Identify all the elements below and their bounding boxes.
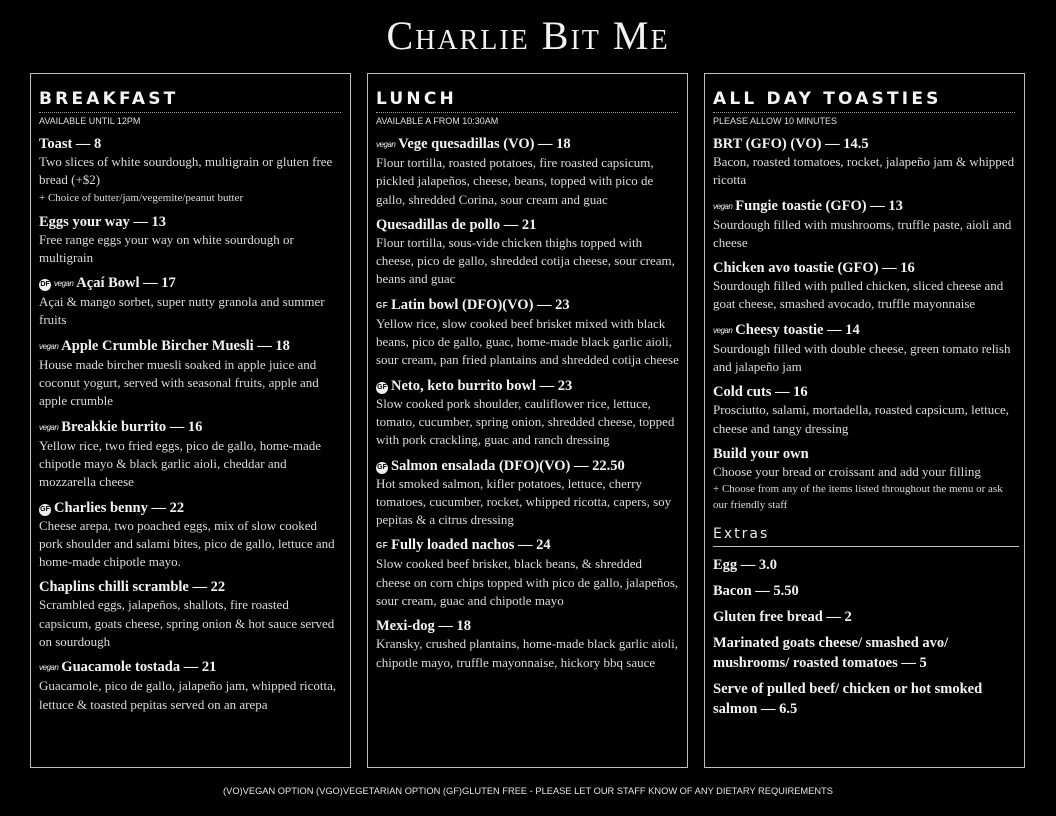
menu-item-name bbox=[376, 457, 679, 475]
menu-item-description: Cheese arepa, two poached eggs, mix of slow cooked pork shoulder and salami bites, pico de gallo, lettuce and home-made chipotle mayo. bbox=[39, 517, 335, 570]
menu-item-title: Açaí Bowl — 17 bbox=[76, 275, 176, 292]
menu-item-title: Apple Crumble Bircher Muesli — 18 bbox=[61, 337, 290, 354]
menu-item-description: Yellow rice, slow cooked beef brisket mixed with black beans, pico de gallo, guac, home-made black garlic aioli, sour cream, pan fried plantains and shredded cotija cheese bbox=[376, 315, 679, 368]
dairy-free-icon: DF bbox=[39, 279, 51, 291]
menu-item bbox=[376, 617, 679, 672]
menu-item-title: Cheesy toastie — 14 bbox=[735, 321, 860, 338]
menu-item-title: Quesadillas de pollo — 21 bbox=[376, 216, 537, 233]
restaurant-title: Charlie Bit Me bbox=[386, 13, 670, 58]
section-subtitle: AVAILABLE A FROM 10:30AM bbox=[376, 116, 499, 126]
menu-item bbox=[376, 377, 679, 450]
menu-item-description: Sourdough filled with double cheese, green tomato relish and jalapeño jam bbox=[713, 340, 1011, 375]
menu-item-title: Fully loaded nachos — 24 bbox=[391, 537, 551, 554]
menu-item bbox=[39, 578, 342, 651]
breakfast-panel bbox=[30, 73, 351, 768]
vegan-icon: vegan bbox=[39, 341, 59, 351]
menu-item-description: Kransky, crushed plantains, home-made black garlic aioli, chipotle mayo, truffle mayonnaise, hickory bbq sauce bbox=[376, 636, 679, 670]
menu-items bbox=[713, 135, 1016, 513]
menu-item-description: Free range eggs your way on white sourdough or multigrain bbox=[39, 231, 294, 265]
menu-item-description: Hot smoked salmon, kifler potatoes, lettuce, cherry tomatoes, cucumber, rocket, whipped ricotta, capers, soy pepitas & a citrus dressing bbox=[376, 475, 672, 528]
dietary-legend-footer: (VO)VEGAN OPTION (VGO)VEGETARIAN OPTION (GF)GLUTEN FREE - PLEASE LET OUR STAFF KNOW OF ANY DIETARY REQUIREMENTS bbox=[223, 786, 833, 796]
menu-item-description: Slow cooked beef brisket, black beans, & shredded cheese on corn chips topped with pico de gallo, jalapeños, sour cream, guac and chipotle mayo bbox=[376, 556, 679, 609]
menu-item bbox=[39, 418, 342, 492]
menu-item-title: Salmon ensalada (DFO)(VO) — 22.50 bbox=[391, 457, 625, 474]
menu-item-title: Latin bowl (DFO)(VO) — 23 bbox=[391, 296, 570, 313]
toasties-panel bbox=[704, 73, 1025, 768]
menu-item-title: Cold cuts — 16 bbox=[713, 384, 808, 401]
menu-item-title: Mexi-dog — 18 bbox=[376, 618, 472, 635]
menu-item-title: Toast — 8 bbox=[39, 136, 102, 152]
menu-item bbox=[39, 499, 342, 572]
menu-item-name bbox=[39, 337, 342, 356]
gluten-free-icon: GF bbox=[376, 462, 388, 474]
menu-item-description: Scrambled eggs, jalapeños, shallots, fire roasted capsicum, goats cheese, spring onion & hot sauce served on sourdough bbox=[39, 597, 335, 650]
menu-item-name bbox=[713, 197, 1016, 216]
menu-item-name bbox=[39, 135, 342, 153]
dotted-divider bbox=[713, 112, 1015, 113]
menu-item-name bbox=[713, 445, 1016, 463]
menu-item-title: Breakkie burrito — 16 bbox=[61, 418, 203, 435]
menu-item-title: Eggs your way — 13 bbox=[39, 213, 167, 230]
gluten-free-icon: GF bbox=[376, 541, 389, 551]
menu-item-name bbox=[376, 296, 679, 315]
dotted-divider bbox=[39, 112, 341, 113]
menu-item-name bbox=[39, 578, 342, 596]
menu-item-description: Açai & mango sorbet, super nutty granola and summer fruits bbox=[39, 294, 325, 328]
menu-item-description: Choose your bread or croissant and add your filling bbox=[713, 463, 981, 479]
menu-item-description: Sourdough filled with mushrooms, truffle paste, aioli and cheese bbox=[713, 216, 1012, 250]
vegan-icon: vegan bbox=[713, 325, 733, 335]
menu-item-name bbox=[376, 536, 679, 555]
menu-item-description: Flour tortilla, roasted potatoes, fire roasted capsicum, pickled jalapeños, cheese, beans, topped with pico de gallo, shredded Corina, sour cream and guac bbox=[376, 155, 654, 207]
menu-item-title: BRT (GFO) (VO) — 14.5 bbox=[713, 136, 869, 152]
menu-item-note: + Choice of butter/jam/vegemite/peanut butter bbox=[39, 191, 244, 204]
menu-item bbox=[713, 135, 1016, 190]
menu-item-name bbox=[39, 658, 342, 677]
vegan-icon: vegan bbox=[713, 201, 733, 211]
menu-item bbox=[39, 274, 342, 330]
menu-item-description: Sourdough filled with pulled chicken, sliced cheese and goat cheese, smashed avocado, truffle mayonnaise bbox=[713, 278, 1004, 312]
dotted-divider bbox=[376, 112, 678, 113]
menu-item-name bbox=[713, 383, 1016, 401]
menu-item-name bbox=[713, 135, 1016, 153]
menu-item-name bbox=[376, 216, 679, 234]
menu-item-note: + Choose from any of the items listed throughout the menu or ask our friendly staff bbox=[713, 483, 1003, 512]
menu-item-name bbox=[376, 135, 679, 154]
menu-item bbox=[376, 457, 679, 530]
menu-item-title: Build your own bbox=[713, 445, 809, 462]
lunch-panel bbox=[367, 73, 688, 768]
extras-divider bbox=[713, 546, 1019, 547]
section-subtitle: PLEASE ALLOW 10 MINUTES bbox=[713, 116, 838, 126]
section-subtitle: AVAILABLE UNTIL 12PM bbox=[39, 116, 141, 126]
menu-item bbox=[39, 337, 342, 411]
gluten-free-icon: GF bbox=[376, 382, 388, 394]
menu-item-title: Fungie toastie (GFO) — 13 bbox=[735, 197, 903, 214]
extras-list bbox=[713, 555, 1016, 719]
menu-item-name bbox=[39, 499, 342, 517]
menu-item-title: Chicken avo toastie (GFO) — 16 bbox=[713, 260, 915, 277]
menu-item-name bbox=[713, 259, 1016, 277]
menu-item-name bbox=[376, 377, 679, 395]
vegan-icon: vegan bbox=[376, 140, 396, 149]
menu-item-description: Guacamole, pico de gallo, jalapeño jam, whipped ricotta, lettuce & toasted pepitas served on an arepa bbox=[39, 678, 337, 712]
menu-item bbox=[376, 536, 679, 610]
menu-item bbox=[39, 658, 342, 714]
menu-item-description: Slow cooked pork shoulder, cauliflower rice, lettuce, tomato, cucumber, spring onion, shredded cheese, topped with pork crackling, guac and ranch dressing bbox=[376, 395, 675, 448]
menu-item bbox=[39, 213, 342, 268]
menu-item-name bbox=[39, 274, 342, 293]
vegan-icon: vegan bbox=[39, 422, 59, 432]
extra-item: Gluten free bread — 2 bbox=[713, 609, 852, 626]
menu-item-name bbox=[376, 617, 679, 635]
menu-item bbox=[39, 135, 342, 206]
menu-item bbox=[713, 383, 1016, 438]
section-title: BREAKFAST bbox=[39, 89, 179, 109]
extra-item: Bacon — 5.50 bbox=[713, 583, 799, 600]
extra-item: Marinated goats cheese/ smashed avo/ mushrooms/ roasted tomatoes — 5 bbox=[713, 635, 949, 672]
menu-item-description: House made bircher muesli soaked in apple juice and coconut yogurt, served with seasonal fruits, apple and apple crumble bbox=[39, 356, 319, 409]
section-title: LUNCH bbox=[376, 89, 457, 109]
menu-item-title: Chaplins chilli scramble — 22 bbox=[39, 579, 226, 596]
menu-item-title: Guacamole tostada — 21 bbox=[61, 659, 217, 676]
menu-item bbox=[376, 216, 679, 289]
vegan-icon: vegan bbox=[54, 279, 74, 289]
menu-item-title: Neto, keto burrito bowl — 23 bbox=[391, 377, 573, 394]
menu-item-name bbox=[39, 213, 342, 231]
menu-item-name bbox=[39, 418, 342, 437]
gluten-free-icon: GF bbox=[376, 300, 389, 310]
menu-item bbox=[376, 135, 679, 209]
menu-item-description: Two slices of white sourdough, multigrain or gluten free bread (+$2) bbox=[39, 154, 333, 188]
gluten-free-icon: GF bbox=[39, 504, 51, 516]
menu-item-description: Yellow rice, two fried eggs, pico de gallo, home-made chipotle mayo & black garlic aioli, cheddar and mozzarella cheese bbox=[39, 437, 322, 490]
menu-item-description: Prosciutto, salami, mortadella, roasted capsicum, lettuce, cheese and tangy dressing bbox=[713, 402, 1010, 436]
menu-items bbox=[376, 135, 679, 672]
section-title: ALL DAY TOASTIES bbox=[713, 89, 942, 109]
menu-item-description: Flour tortilla, sous-vide chicken thighs topped with cheese, pico de gallo, shredded cotija cheese, sour cream, beans and guac bbox=[376, 234, 675, 287]
menu-item bbox=[713, 321, 1016, 377]
menu-item bbox=[713, 197, 1016, 253]
extra-item: Egg — 3.0 bbox=[713, 557, 778, 574]
menu-item bbox=[713, 259, 1016, 314]
menu-item-title: Charlies benny — 22 bbox=[54, 499, 185, 516]
menu-items bbox=[39, 135, 342, 714]
menu-item bbox=[376, 296, 679, 370]
menu-item-name bbox=[713, 321, 1016, 340]
vegan-icon: vegan bbox=[39, 663, 59, 673]
extras-title: Extras bbox=[713, 526, 770, 543]
menu-item-title: Vege quesadillas (VO) — 18 bbox=[398, 136, 571, 152]
menu-item bbox=[713, 445, 1016, 513]
menu-item-description: Bacon, roasted tomatoes, rocket, jalapeño jam & whipped ricotta bbox=[713, 154, 1015, 188]
extra-item: Serve of pulled beef/ chicken or hot smoked salmon — 6.5 bbox=[713, 681, 983, 718]
